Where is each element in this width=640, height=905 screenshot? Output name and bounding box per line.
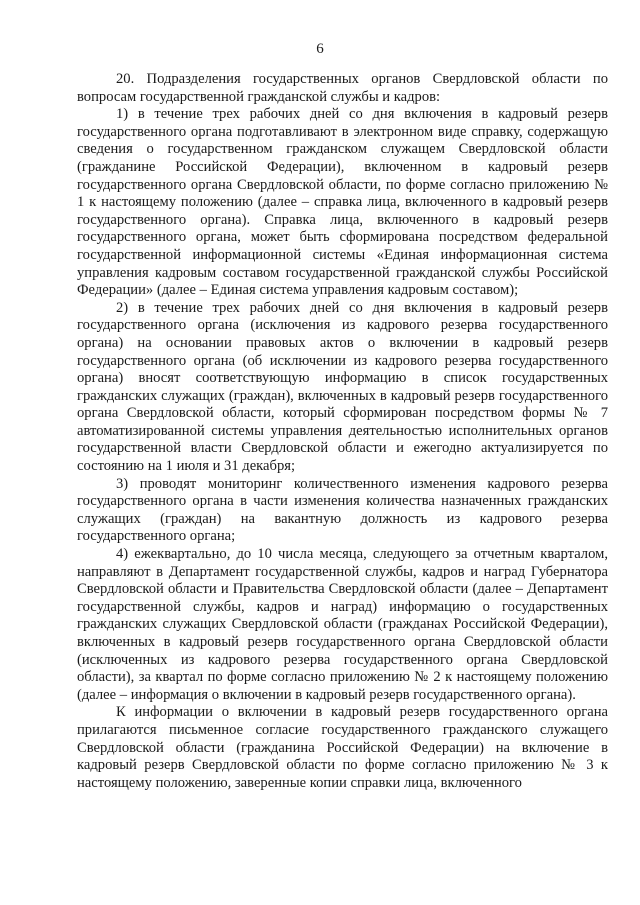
paragraph-item-2: 2) в течение трех рабочих дней со дня включения в кадровый резерв государственного органа (исключения из кадрового резерва государственного органа) на основании правовых актов о включении в кадровый резерв государственного органа (об исключении из кадрового резерва государственного органа) вносят соответствующую информацию в список государственных гражданских служащих (граждан), включенных в кадровый резерв государственного органа Свердловской области, который сформирован посредством формы № 7 автоматизированной системы управления деятельностью исполнительных органов государственной власти Свердловской области и ежегодно актуализируется по состоянию на 1 июля и 31 декабря; bbox=[77, 299, 608, 475]
paragraph-item-4: 4) ежеквартально, до 10 числа месяца, следующего за отчетным кварталом, направляют в Департамент государственной службы, кадров и наград Губернатора Свердловской области и Правительства Свердловской области (далее – Департамент государственной службы, кадров и наград) информацию о государственных гражданских служащих Свердловской области (гражданах Российской Федерации), включенных в кадровый резерв государственного органа Свердловской области (исключенных из кадрового резерва государственного органа Свердловской области), за квартал по форме согласно приложению № 2 к настоящему положению (далее – информация о включении в кадровый резерв государственного органа). bbox=[77, 546, 608, 703]
paragraph-item-1: 1) в течение трех рабочих дней со дня включения в кадровый резерв государственного органа подготавливают в электронном виде справку, содержащую сведения о государственном гражданском служащем Свердловской области (гражданине Российской Федерации), включенном в кадровый резерв государственного органа Свердловской области, по форме согласно приложению № 1 к настоящему положению (далее – справка лица, включенного в кадровый резерв государственного органа). Справка лица, включенного в кадровый резерв государственного органа, может быть сформирована посредством федеральной государственной информационной системы «Единая информационная система управления кадровым составом государственной гражданской службы Российской Федерации» (далее – Единая система управления кадровым составом); bbox=[77, 106, 608, 299]
document-body bbox=[77, 71, 608, 792]
paragraph-attachments: К информации о включении в кадровый резерв государственного органа прилагаются письменное согласие государственного гражданского служащего Свердловской области (гражданина Российской Федерации) на включение в кадровый резерв Свердловской области по форме согласно приложению № 3 к настоящему положению, заверенные копии справки лица, включенного bbox=[77, 704, 608, 791]
page-number: 6 bbox=[316, 41, 324, 57]
paragraph-20-heading: 20. Подразделения государственных органов Свердловской области по вопросам государственной гражданской службы и кадров: bbox=[77, 71, 608, 105]
paragraph-item-3: 3) проводят мониторинг количественного изменения кадрового резерва государственного органа в части изменения количества назначенных гражданских служащих (граждан) на вакантную должность из кадрового резерва государственного органа; bbox=[77, 475, 608, 545]
